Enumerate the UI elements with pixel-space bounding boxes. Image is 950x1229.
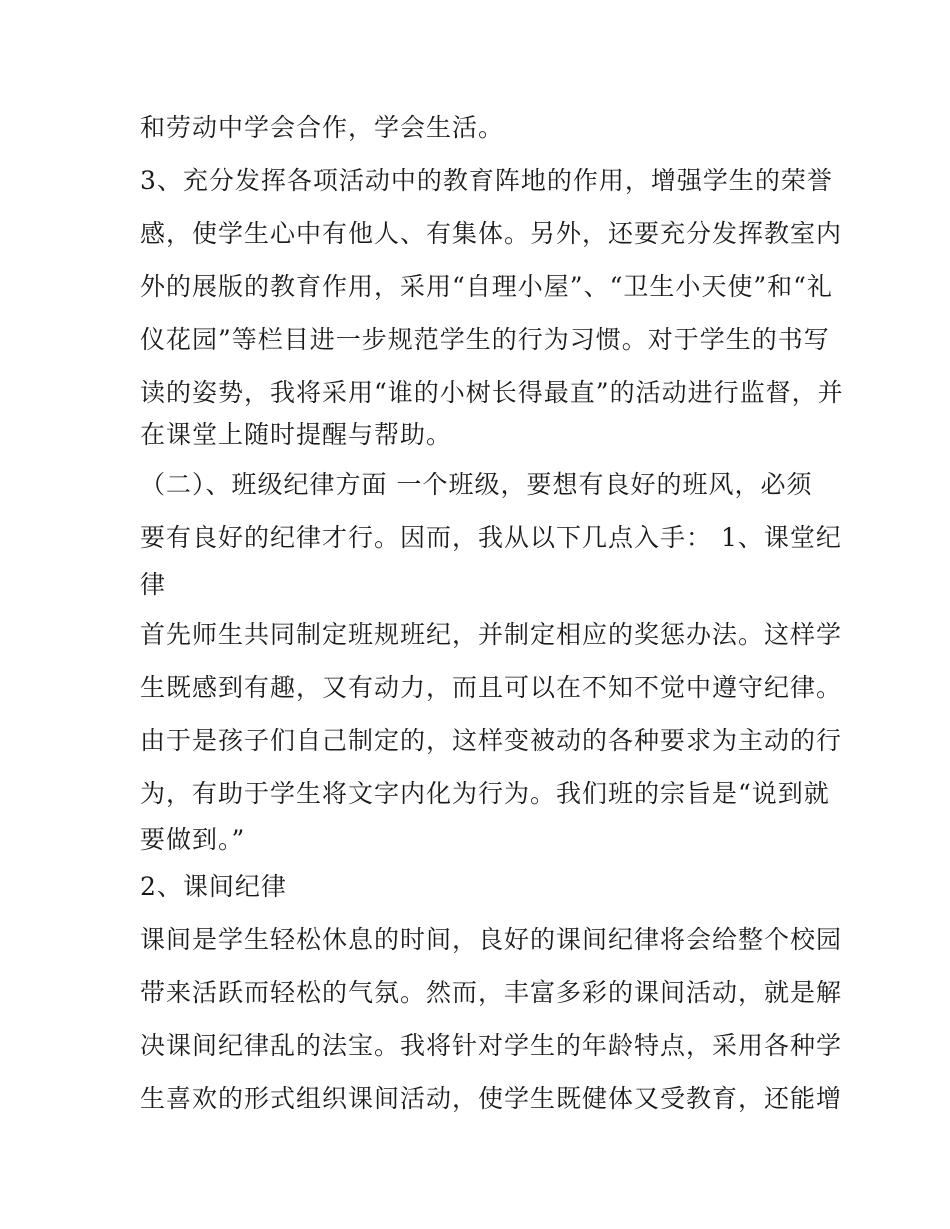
text-line: 要做到。” [140,825,246,854]
text-line: 由于是孩子们自己制定的，这样变被动的各种要求为主动的行 [140,726,843,755]
text-line: 为，有助于学生将文字内化为行为。我们班的宗旨是“说到就 [140,779,830,808]
text-line: 在课堂上随时提醒与帮助。 [140,420,453,449]
text-line: 读的姿势，我将采用“谁的小树长得最直”的活动进行监督，并 [140,378,844,407]
text-line: 要有良好的纪律才行。因而，我从以下几点入手： 1、课堂纪 [140,523,842,552]
text-line: 和劳动中学会合作，学会生活。 [140,113,505,142]
text-line: 带来活跃而轻松的气氛。然而，丰富多彩的课间活动，就是解 [140,978,843,1007]
text-line: 3、充分发挥各项活动中的教育阵地的作用，增强学生的荣誉 [140,166,833,195]
text-line: 生喜欢的形式组织课间活动，使学生既健体又受教育，还能增 [140,1084,843,1113]
text-line: 感，使学生心中有他人、有集体。另外，还要充分发挥教室内 [140,219,843,248]
text-line: 生既感到有趣，又有动力，而且可以在不知不觉中遵守纪律。 [140,673,843,702]
text-line: 首先师生共同制定班规班纪，并制定相应的奖惩办法。这样学 [140,620,843,649]
text-line: 决课间纪律乱的法宝。我将针对学生的年龄特点，采用各种学 [140,1031,843,1060]
text-line: 2、课间纪律 [140,872,287,901]
text-line: 律 [140,570,167,599]
text-line: （二）、班级纪律方面 一个班级，要想有良好的班风，必须 [140,470,813,499]
text-line: 课间是学生轻松休息的时间，良好的课间纪律将会给整个校园 [140,925,843,954]
text-line: 外的展版的教育作用，采用“自理小屋”、“卫生小天使”和“礼 [140,272,833,301]
text-line: 仪花园”等栏目进一步规范学生的行为习惯。对于学生的书写 [140,325,830,354]
